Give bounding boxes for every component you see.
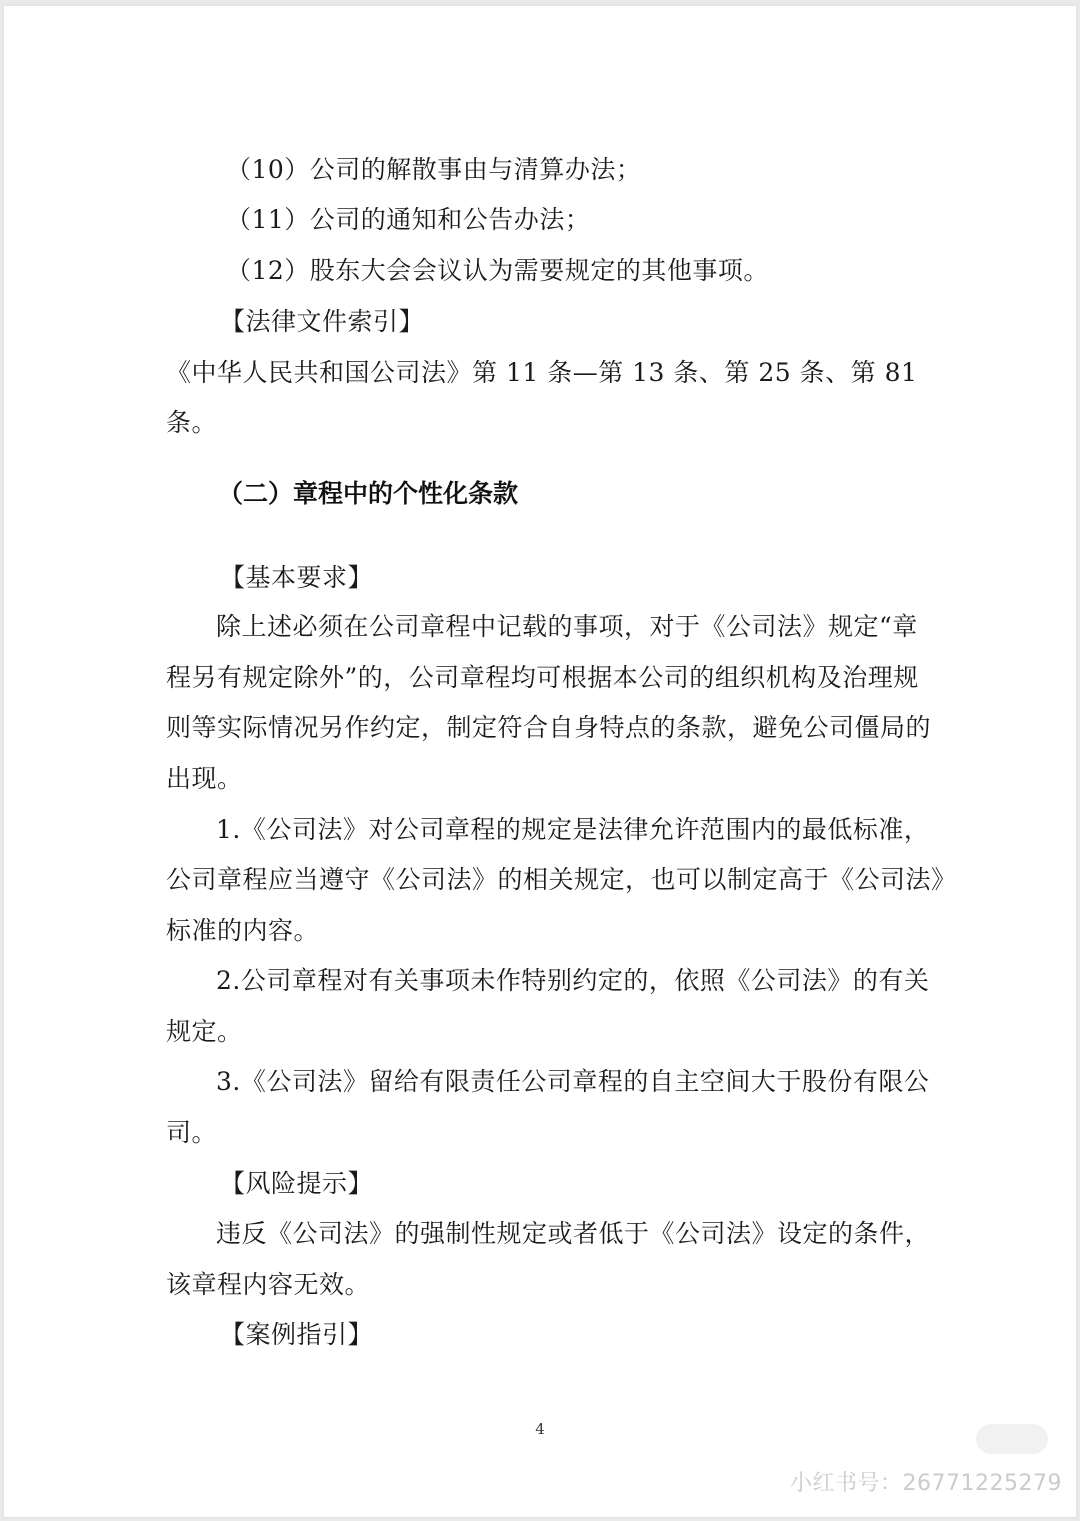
- legal-index-text: 《中华人民共和国公司法》第 11 条—第 13 条、第 25 条、第 81: [166, 358, 918, 387]
- point-3-line: 司。: [166, 1118, 218, 1147]
- body-paragraph-line: 出现。: [166, 764, 243, 793]
- list-item-10: （10）公司的解散事由与清算办法；: [226, 155, 642, 184]
- body-paragraph-line: 程另有规定除外”的，公司章程均可根据本公司的组织机构及治理规: [166, 663, 919, 692]
- point-1-line: 标准的内容。: [166, 916, 320, 945]
- watermark-logo-icon: [976, 1424, 1048, 1454]
- body-paragraph-line: 则等实际情况另作约定，制定符合自身特点的条款，避免公司僵局的: [166, 713, 932, 742]
- risk-warning-line: 该章程内容无效。: [166, 1270, 371, 1299]
- point-2-line: 规定。: [166, 1017, 243, 1046]
- legal-index-label: 【法律文件索引】: [220, 307, 425, 336]
- point-2-line: 2.公司章程对有关事项未作特别约定的，依照《公司法》的有关: [216, 966, 930, 995]
- legal-index-text-cont: 条。: [166, 408, 218, 437]
- point-1-line: 公司章程应当遵守《公司法》的相关规定，也可以制定高于《公司法》: [166, 865, 957, 894]
- point-3-line: 3.《公司法》留给有限责任公司章程的自主空间大于股份有限公: [216, 1067, 930, 1096]
- basic-requirements-label: 【基本要求】: [220, 563, 374, 592]
- risk-warning-label: 【风险提示】: [220, 1169, 374, 1198]
- body-paragraph-line: 除上述必须在公司章程中记载的事项，对于《公司法》规定“章: [216, 612, 918, 641]
- risk-warning-line: 违反《公司法》的强制性规定或者低于《公司法》设定的条件，: [216, 1219, 931, 1248]
- point-1-line: 1.《公司法》对公司章程的规定是法律允许范围内的最低标准，: [216, 815, 930, 844]
- list-item-12: （12）股东大会会议认为需要规定的其他事项。: [226, 256, 769, 285]
- watermark-text: 小红书号：26771225279: [790, 1471, 1062, 1496]
- section-heading: （二）章程中的个性化条款: [218, 479, 519, 508]
- page-number: 4: [535, 1420, 545, 1438]
- case-guide-label: 【案例指引】: [220, 1320, 374, 1349]
- list-item-11: （11）公司的通知和公告办法；: [226, 205, 591, 234]
